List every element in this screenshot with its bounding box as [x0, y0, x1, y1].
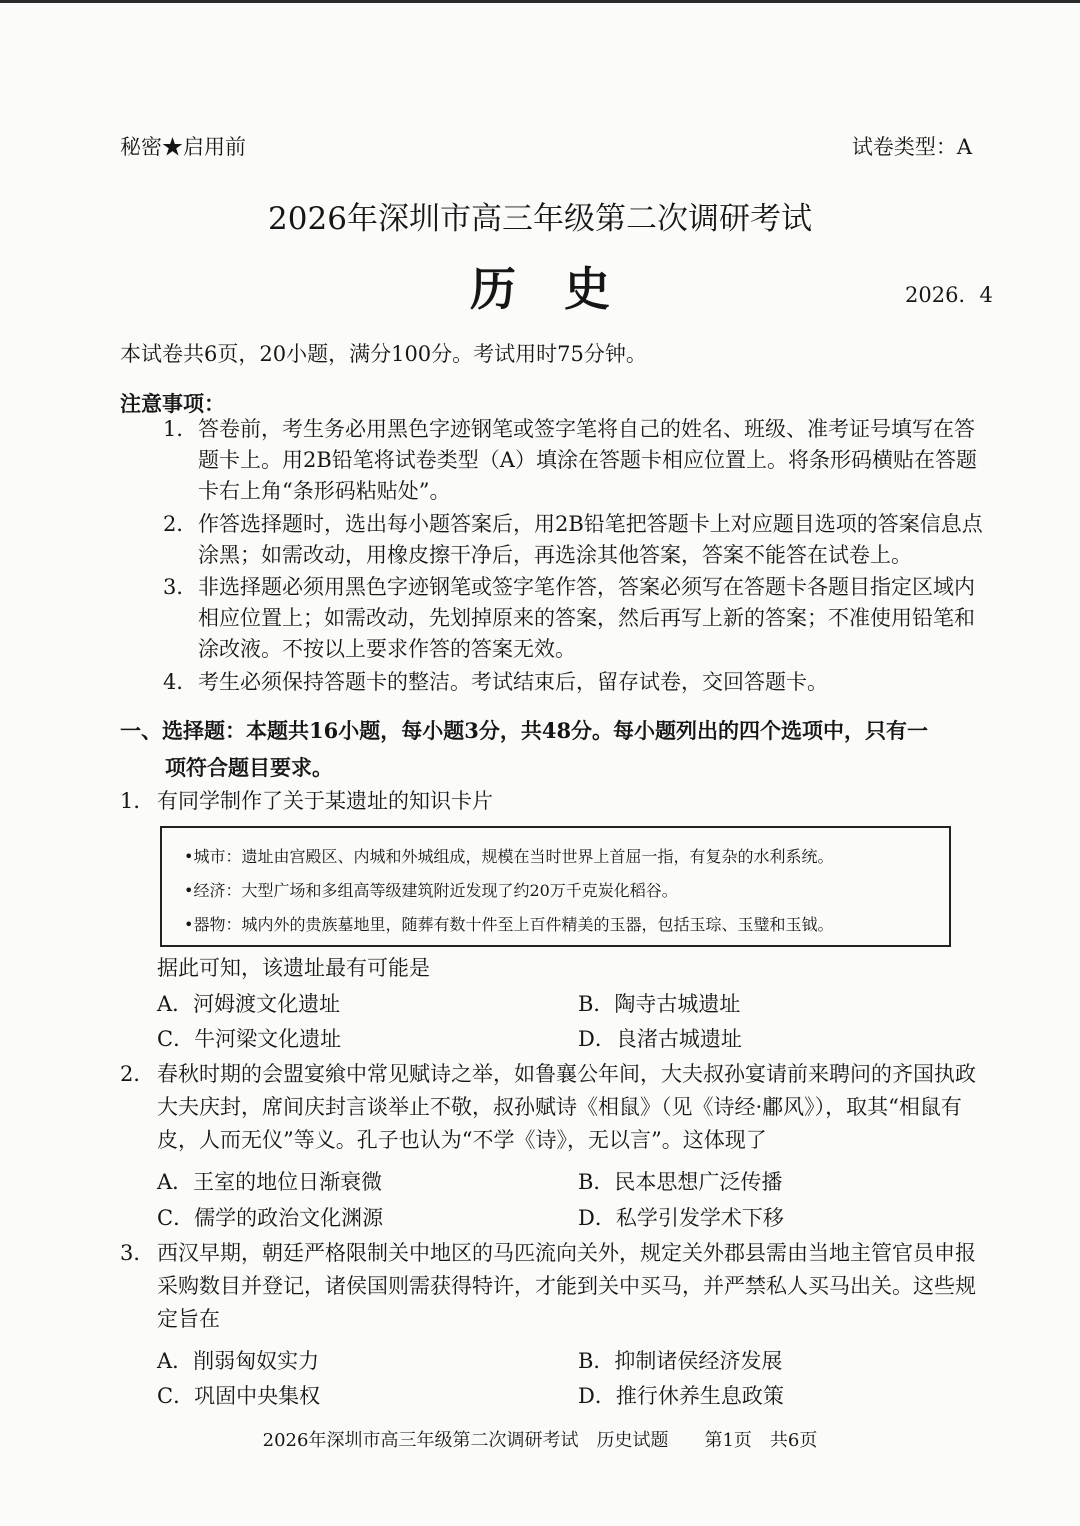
option-d[interactable]: D．良渚古城遗址: [578, 1027, 742, 1051]
note-number: 2．: [163, 512, 198, 536]
question-3: [120, 1237, 980, 1336]
exam-date: 2026．4: [905, 283, 993, 307]
page-footer: 2026年深圳市高三年级第二次调研考试 历史试题 第1页 共6页: [262, 1430, 818, 1451]
top-border-line: [0, 0, 1080, 3]
option-a[interactable]: A．王室的地位日渐衰微: [157, 1170, 383, 1194]
note-item: [163, 509, 983, 571]
question-number: 1．: [120, 789, 155, 813]
exam-title: 2026年深圳市高三年级第二次调研考试: [268, 201, 812, 237]
exam-intro: 本试卷共6页，20小题，满分100分。考试用时75分钟。: [120, 342, 647, 366]
question-1: [120, 785, 980, 818]
question-number: 2．: [120, 1062, 155, 1086]
note-item: [163, 667, 983, 698]
paper-type-label: 试卷类型：A: [851, 135, 972, 159]
question-2: [120, 1058, 980, 1157]
note-item: [163, 572, 983, 665]
card-item: •器物：城内外的贵族墓地里，随葬有数十件至上百件精美的玉器，包括玉琮、玉璧和玉钺。: [184, 915, 834, 934]
note-text: 非选择题必须用黑色字迹钢笔或签字笔作答，答案必须写在答题卡各题目指定区域内相应位置上；如需改动，先划掉原来的答案，然后再写上新的答案；不准使用铅笔和涂改液。不按以上要求作答的答案无效。: [198, 575, 975, 661]
option-b[interactable]: B．陶寺古城遗址: [578, 992, 741, 1016]
question-1-followup: [120, 952, 980, 985]
notes-heading: 注意事项：: [120, 391, 225, 416]
card-item: •城市：遗址由宫殿区、内城和外城组成，规模在当时世界上首屈一指，有复杂的水利系统。: [184, 847, 834, 866]
note-number: 1．: [163, 417, 198, 441]
question-stem-after: 据此可知，该遗址最有可能是: [157, 956, 430, 980]
option-c[interactable]: C．儒学的政治文化渊源: [157, 1206, 384, 1230]
option-a[interactable]: A．河姆渡文化遗址: [157, 992, 341, 1016]
subject-title: 历史: [470, 262, 658, 316]
option-b[interactable]: B．民本思想广泛传播: [578, 1170, 783, 1194]
note-text: 作答选择题时，选出每小题答案后，用2B铅笔把答题卡上对应题目选项的答案信息点涂黑；如需改动，用橡皮擦干净后，再选涂其他答案，答案不能答在试卷上。: [198, 512, 983, 567]
option-a[interactable]: A．削弱匈奴实力: [157, 1349, 320, 1373]
confidential-label: 秘密★启用前: [120, 135, 246, 159]
option-d[interactable]: D．私学引发学术下移: [578, 1206, 784, 1230]
option-b[interactable]: B．抑制诸侯经济发展: [578, 1349, 783, 1373]
question-stem: 西汉早期，朝廷严格限制关中地区的马匹流向关外，规定关外郡县需由当地主管官员申报采购数目并登记，诸侯国则需获得特许，才能到关中买马，并严禁私人买马出关。这些规定旨在: [157, 1241, 976, 1331]
note-number: 3．: [163, 575, 198, 599]
question-stem: 有同学制作了关于某遗址的知识卡片: [157, 789, 493, 813]
option-c[interactable]: C．牛河梁文化遗址: [157, 1027, 342, 1051]
section-heading-line2: 项符合题目要求。: [165, 755, 333, 780]
note-number: 4．: [163, 670, 198, 694]
card-item: •经济：大型广场和多组高等级建筑附近发现了约20万千克炭化稻谷。: [184, 881, 678, 900]
knowledge-card: [160, 826, 951, 947]
section-heading: [120, 712, 982, 786]
note-text: 考生必须保持答题卡的整洁。考试结束后，留存试卷，交回答题卡。: [198, 670, 828, 694]
question-number: 3．: [120, 1241, 155, 1265]
section-heading-line1: 一、选择题：本题共16小题，每小题3分，共48分。每小题列出的四个选项中，只有一: [120, 718, 929, 743]
option-d[interactable]: D．推行休养生息政策: [578, 1384, 784, 1408]
question-stem: 春秋时期的会盟宴飨中常见赋诗之举，如鲁襄公年间，大夫叔孙宴请前来聘问的齐国执政大夫庆封，席间庆封言谈举止不敬，叔孙赋诗《相鼠》（见《诗经·鄘风》），取其“相鼠有皮，人而无仪”等义。孔子也认为“不学《诗》，无以言”。这体现了: [157, 1062, 976, 1152]
note-text: 答卷前，考生务必用黑色字迹钢笔或签字笔将自己的姓名、班级、准考证号填写在答题卡上。用2B铅笔将试卷类型（A）填涂在答题卡相应位置上。将条形码横贴在答题卡右上角“条形码粘贴处”。: [198, 417, 977, 503]
option-c[interactable]: C．巩固中央集权: [157, 1384, 321, 1408]
note-item: [163, 414, 983, 507]
